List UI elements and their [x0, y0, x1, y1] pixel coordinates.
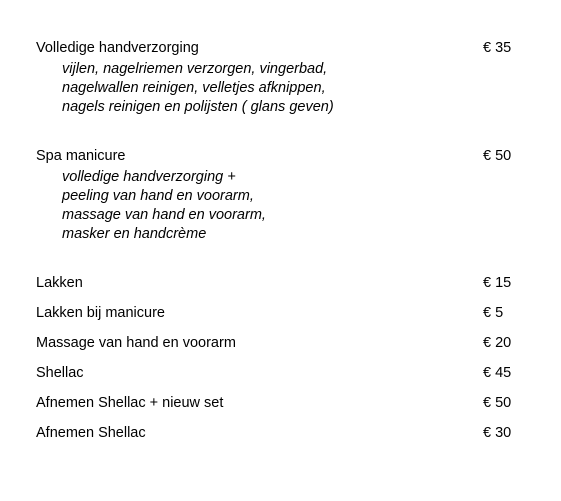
service-price: € 20 [483, 335, 512, 351]
service-price: € 50 [483, 395, 512, 411]
service-price: € 50 [483, 148, 512, 164]
detail-line: nagels reinigen en polijsten ( glans geven) [62, 99, 334, 115]
service-name: Volledige handverzorging [36, 40, 199, 56]
service-row [36, 335, 526, 355]
service-name: Shellac [36, 365, 84, 381]
service-name: Spa manicure [36, 148, 126, 164]
detail-line: vijlen, nagelriemen verzorgen, vingerbad, [62, 61, 328, 77]
service-row [36, 395, 526, 415]
service-row [36, 365, 526, 385]
service-name: Lakken [36, 275, 83, 291]
service-price: € 15 [483, 275, 512, 291]
detail-line: nagelwallen reinigen, velletjes afknippen, [62, 80, 326, 96]
service-row-spa-manicure [36, 148, 526, 168]
service-name: Massage van hand en voorarm [36, 335, 236, 351]
service-row [36, 425, 526, 445]
service-price: € 30 [483, 425, 512, 441]
service-price: € 45 [483, 365, 512, 381]
service-row-volledige-handverzorging [36, 40, 526, 60]
service-name: Afnemen Shellac + nieuw set [36, 395, 224, 411]
service-row [36, 305, 526, 325]
service-name: Afnemen Shellac [36, 425, 146, 441]
detail-line: peeling van hand en voorarm, [62, 188, 254, 204]
detail-line: volledige handverzorging + [62, 169, 236, 185]
service-details [62, 60, 334, 117]
service-price: € 35 [483, 40, 512, 56]
detail-line: massage van hand en voorarm, [62, 207, 266, 223]
service-row [36, 275, 526, 295]
service-name: Lakken bij manicure [36, 305, 165, 321]
service-price: € 5 [483, 305, 504, 321]
detail-line: masker en handcrème [62, 226, 207, 242]
service-details [62, 168, 266, 244]
